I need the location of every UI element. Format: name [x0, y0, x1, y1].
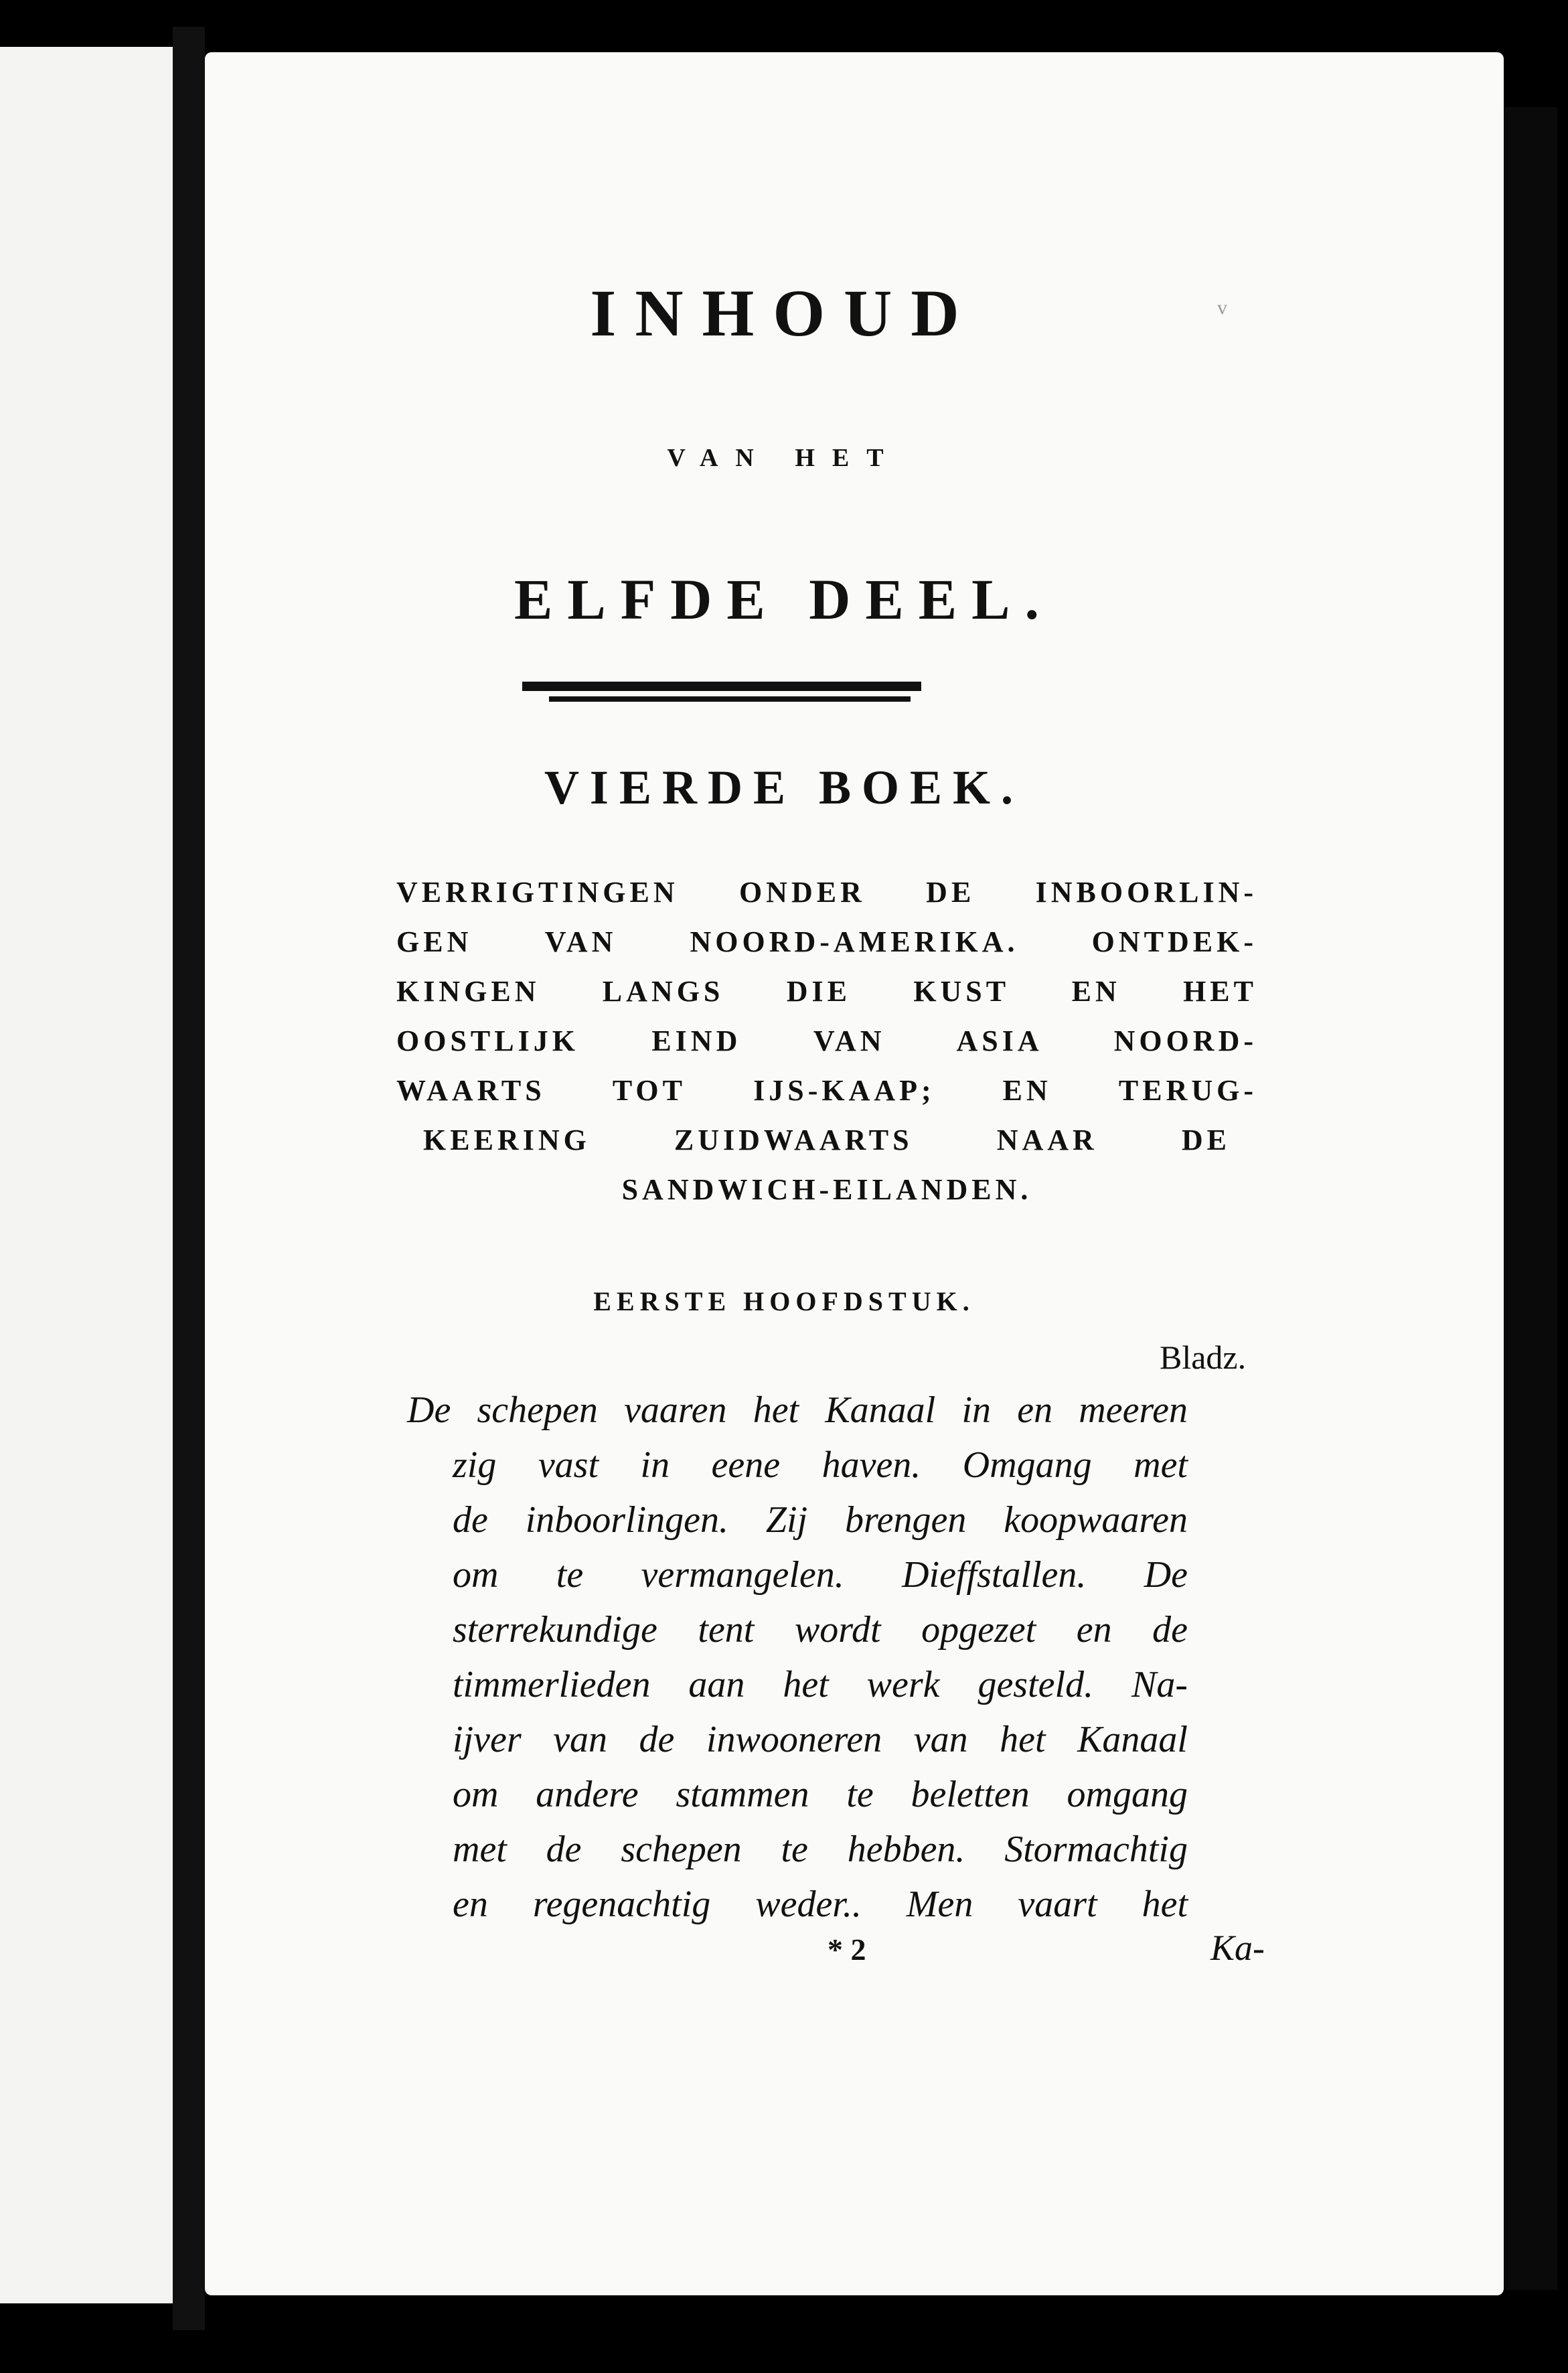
contents-line: om te vermangelen. Dieffstallen. De: [453, 1554, 1188, 1596]
contents-line: om andere stammen te beletten omgang: [453, 1774, 1188, 1815]
contents-line: zig vast in eene haven. Omgang met: [453, 1444, 1188, 1486]
chapter-contents: [407, 1383, 1188, 1932]
summary-line: VERRIGTINGEN ONDER DE INBOORLIN-: [396, 876, 1257, 909]
title-connector: VAN HET: [667, 444, 901, 472]
chapter-heading: EERSTE HOOFDSTUK.: [593, 1286, 975, 1316]
summary-line: WAARTS TOT IJS-KAAP; EN TERUG-: [396, 1074, 1257, 1107]
summary-line: KEERING ZUIDWAARTS NAAR DE: [423, 1124, 1231, 1156]
summary-line: KINGEN LANGS DIE KUST EN HET: [396, 975, 1257, 1008]
volume-title: ELFDE DEEL.: [514, 567, 1054, 631]
summary-line: SANDWICH-EILANDEN.: [621, 1173, 1032, 1206]
signature-mark: * 2: [828, 1932, 866, 1967]
summary-line: OOSTLIJK EIND VAN ASIA NOORD-: [396, 1024, 1257, 1057]
left-page: [0, 47, 173, 2303]
book-gutter: [173, 27, 205, 2330]
page-title: INHOUD: [590, 276, 978, 350]
contents-line: met de schepen te hebben. Stormachtig: [453, 1829, 1188, 1870]
summary-line: GEN VAN NOORD-AMERIKA. ONTDEK-: [396, 925, 1257, 958]
page-number: v: [1217, 297, 1227, 319]
contents-line: De schepen vaaren het Kanaal in en meeren: [407, 1389, 1188, 1431]
page-edge: [1504, 107, 1557, 2290]
page-column-label: Bladz.: [1160, 1338, 1247, 1376]
catchword: Ka-: [1210, 1928, 1265, 1968]
contents-line: de inboorlingen. Zij brengen koopwaaren: [453, 1499, 1188, 1541]
book-summary: [396, 868, 1257, 1215]
double-rule-top: [522, 682, 921, 691]
contents-line: timmerlieden aan het werk gesteld. Na-: [453, 1664, 1188, 1705]
contents-line: ijver van de inwooneren van het Kanaal: [453, 1719, 1188, 1760]
book-title: VIERDE BOEK.: [544, 761, 1024, 814]
contents-line: en regenachtig weder.. Men vaart het: [453, 1884, 1188, 1925]
contents-line: sterrekundige tent wordt opgezet en de: [453, 1609, 1188, 1651]
double-rule-bottom: [549, 696, 911, 702]
